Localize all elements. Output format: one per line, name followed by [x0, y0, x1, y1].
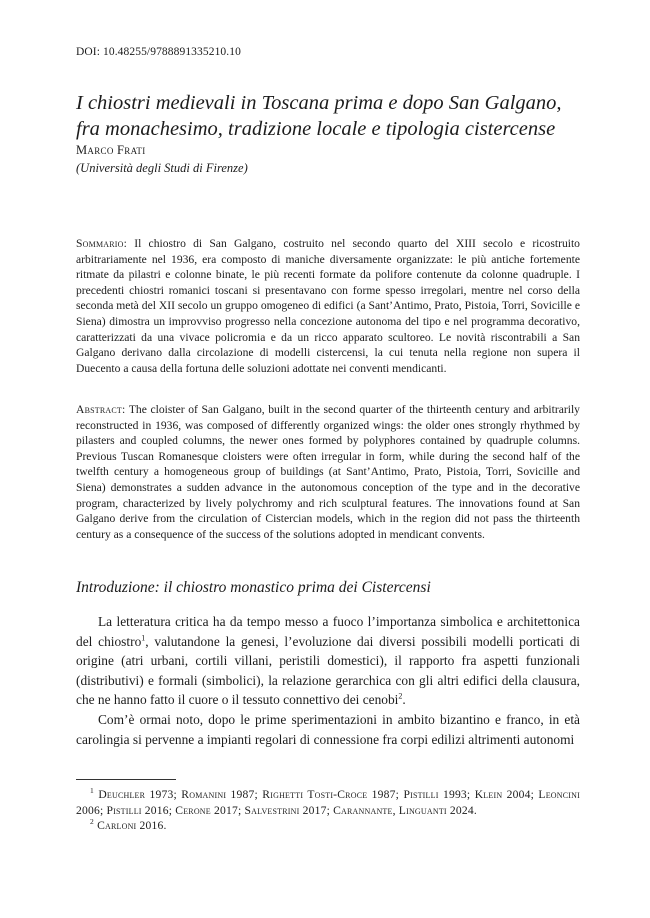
- paragraph-1-part-3: .: [402, 692, 406, 708]
- abstract-italian-text: Il chiostro di San Galgano, costruito nel secondo quarto del XIII secolo e ricostruito arbitrariamente nel 1936, era composto di maniche diversamente organizzate: le più antiche fortemente ritmate da pilastri e colonne binate, le più recenti formate da polifore contenute da colonne quadruple. I precedenti chiostri romanici toscani si presentavano con forme spesso irregolari, mentre nel corso della seconda metà del XII secolo un gruppo omogeneo di edifici (a Sant’Antimo, Prato, Pistoia, Torri, Sovicille e Siena) dimostra un improvviso progresso nella concezione autonoma del tipo e nel programma decorativo, caratterizzati da una vivace policromia e da un ricco apparato scultoreo. Le novità riscontrabili a San Galgano derivano dalla circolazione di modelli cistercensi, la cui tenuta nella regione non supera il Duecento a causa della fortuna delle soluzioni adottate nei conventi mendicanti.: [76, 237, 580, 375]
- title-line-1: I chiostri medievali in Toscana prima e dopo San Galgano,: [76, 92, 562, 114]
- abstract-italian: [76, 236, 580, 376]
- doi-identifier: DOI: 10.48255/9788891335210.10: [76, 46, 241, 58]
- footnote-2-number: 2: [90, 817, 94, 827]
- footnotes: [76, 787, 580, 834]
- abstract-english-text: The cloister of San Galgano, built in the second quarter of the thirteenth century and arbitrarily reconstructed in 1936, was composed of differently organized wings: the older ones strongly rhythmed by pilasters and coupled columns, the newer ones formed by polyphores contained by quadruple columns. Previous Tuscan Romanesque cloisters were often irregular in form, while during the second half of the twelfth century a homogeneous group of buildings (at Sant’Antimo, Prato, Pistoia, Torri, Sovicille and Siena) demonstrates a sudden advance in the autonomous conception of the type and in the decorative program, characterized by lively polychromy and rich sculptural features. The innovations found at San Galgano derive from the circulation of Cistercian models, which in the region did not pass the thirteenth century as a consequence of the success of the solutions adopted in mendicant convents.: [76, 403, 580, 541]
- abstract-english: [76, 402, 580, 542]
- author-name: Marco Frati: [76, 143, 146, 157]
- paragraph-1: [76, 612, 580, 710]
- footnote-separator: [76, 779, 176, 780]
- paragraph-1-part-1: La letteratura critica ha da tempo messo a fuoco l’importanza simbolica e architettonica del chiostro: [76, 614, 580, 649]
- paragraph-2: Com’è ormai noto, dopo le prime sperimentazioni in ambito bizantino e franco, in età carolingia si pervenne a impianti regolari di connessione fra corpi edilizi altrimenti autonomi: [76, 711, 580, 747]
- author-affiliation: (Università degli Studi di Firenze): [76, 161, 248, 175]
- footnote-1-number: 1: [90, 786, 94, 796]
- footnote-1-text: Deuchler 1973; Romanini 1987; Righetti Tosti-Croce 1987; Pistilli 1993; Klein 2004; Leoncini 2006; Pistilli 2016; Cerone 2017; Salvestrini 2017; Carannante, Linguanti 2024.: [76, 788, 580, 817]
- title-line-2: fra monachesimo, tradizione locale e tipologia cistercense: [76, 118, 556, 140]
- paragraph-1-part-2: , valutandone la genesi, l’evoluzione dai diversi possibili modelli porticati di origine (atri urbani, cortili villani, peristili domestici), il rapporto fra aspetti funzionali (distributivi) e formali (simbolici), la relazione gerarchica con gli altri edifici della clausura, che ne hanno fatto il cuore o il tessuto connettivo dei cenobi: [76, 633, 580, 708]
- footnote-1: [76, 787, 580, 818]
- abstract-english-label: Abstract:: [76, 403, 126, 416]
- article-title: [76, 90, 586, 142]
- body-text: [76, 612, 580, 749]
- footnote-2-text: Carloni 2016.: [97, 819, 167, 833]
- footnote-2: [76, 818, 580, 834]
- abstract-italian-label: Sommario:: [76, 237, 128, 250]
- section-heading: Introduzione: il chiostro monastico prima dei Cistercensi: [76, 579, 431, 596]
- footnote-ref-2[interactable]: 2: [398, 691, 403, 701]
- footnote-ref-1[interactable]: 1: [141, 633, 146, 643]
